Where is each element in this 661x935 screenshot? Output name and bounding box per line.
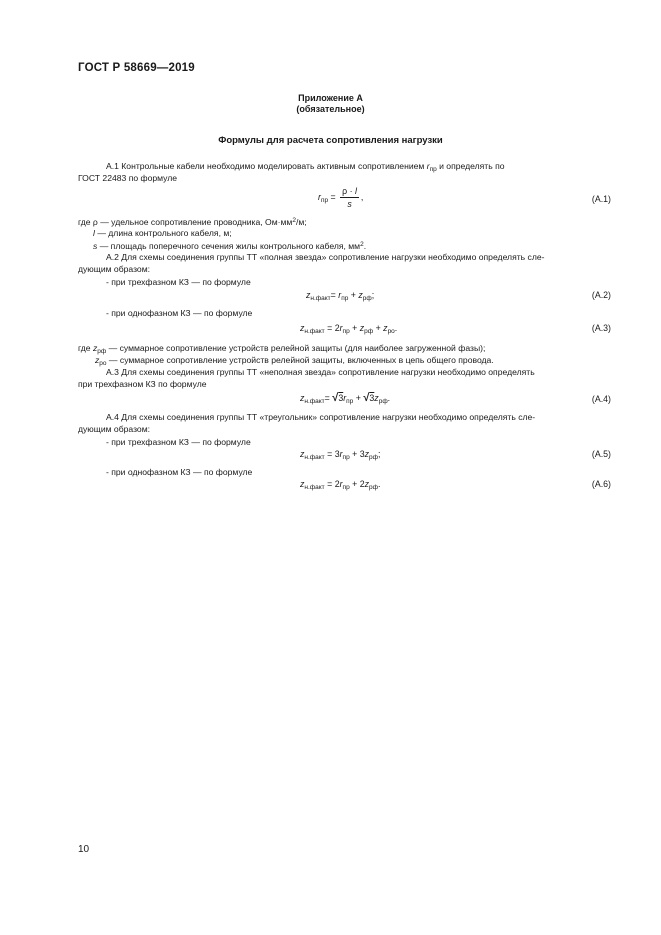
appendix-status: (обязательное) xyxy=(296,104,365,114)
equation-number-a2: (А.2) xyxy=(591,290,611,300)
formula-a6: $z_{н.факт} = 2r_{пр} + 2z_{рф}$. xyxy=(300,479,381,491)
equation-number-a3: (А.3) xyxy=(591,323,611,333)
where-zro: $z_{ро}$ — суммарное сопротивление устройств релейной защиты, включенных в цепь общего провода. xyxy=(95,355,494,367)
equation-number-a5: (А.5) xyxy=(591,449,611,459)
standard-header: ГОСТ Р 58669—2019 xyxy=(78,62,195,74)
where-l: l — длина контрольного кабеля, м; xyxy=(93,228,232,238)
appendix-title: Приложение А xyxy=(298,93,363,103)
three-phase-label: - при трехфазном КЗ — по формуле xyxy=(106,277,251,287)
a4-paragraph-cont: дующим образом: xyxy=(78,424,151,434)
a2-paragraph: А.2 Для схемы соединения группы ТТ «полная звезда» сопротивление нагрузки необходимо определять сле- xyxy=(106,252,545,262)
formula-a2: $z_{н.факт}= r_{пр} + z_{рф}$; xyxy=(306,290,375,302)
formula-a3: $z_{н.факт} = 2r_{пр} + z_{рф} + z_{ро}$. xyxy=(300,323,398,335)
a3-paragraph: А.3 Для схемы соединения группы ТТ «неполная звезда» сопротивление нагрузки необходимо определять xyxy=(106,367,535,377)
single-phase-label-2: - при однофазном КЗ — по формуле xyxy=(106,467,253,477)
formula-a5: $z_{н.факт} = 3r_{пр} + 3z_{рф}$; xyxy=(300,449,381,461)
single-phase-label: - при однофазном КЗ — по формуле xyxy=(106,308,253,318)
appendix-heading: Формулы для расчета сопротивления нагрузки xyxy=(218,135,443,146)
where-zrf: где $z_{рф}$ — суммарное сопротивление устройств релейной защиты (для наиболее загруженной фазы); xyxy=(78,343,486,355)
formula-a1: $r_{пр}$ = $\frac{\rho \cdot l}{s}$ , xyxy=(318,186,364,209)
where-s: s — площадь поперечного сечения жилы контрольного кабеля, $мм^2$. xyxy=(93,241,367,251)
equation-number-a6: (А.6) xyxy=(591,479,611,489)
a4-paragraph: А.4 Для схемы соединения группы ТТ «треугольник» сопротивление нагрузки необходимо определять сле- xyxy=(106,412,536,422)
equation-number-a1: (А.1) xyxy=(591,194,611,204)
where-rho: где ρ — удельное сопротивление проводника, $Ом\cdot мм^2/м$; xyxy=(78,217,307,227)
a1-paragraph-cont: ГОСТ 22483 по формуле xyxy=(78,173,178,183)
formula-a4: $z_{н.факт}= √3r_{пр} + √3z_{рф}$. xyxy=(300,392,391,405)
a3-paragraph-cont: при трехфазном КЗ по формуле xyxy=(78,379,207,389)
a2-paragraph-cont: дующим образом: xyxy=(78,264,151,274)
a1-paragraph: А.1 Контрольные кабели необходимо моделировать активным сопротивлением $r_{пр}$ и определять по xyxy=(106,161,505,173)
equation-number-a4: (А.4) xyxy=(591,394,611,404)
page-number: 10 xyxy=(78,844,90,855)
three-phase-label-2: - при трехфазном КЗ — по формуле xyxy=(106,437,251,447)
